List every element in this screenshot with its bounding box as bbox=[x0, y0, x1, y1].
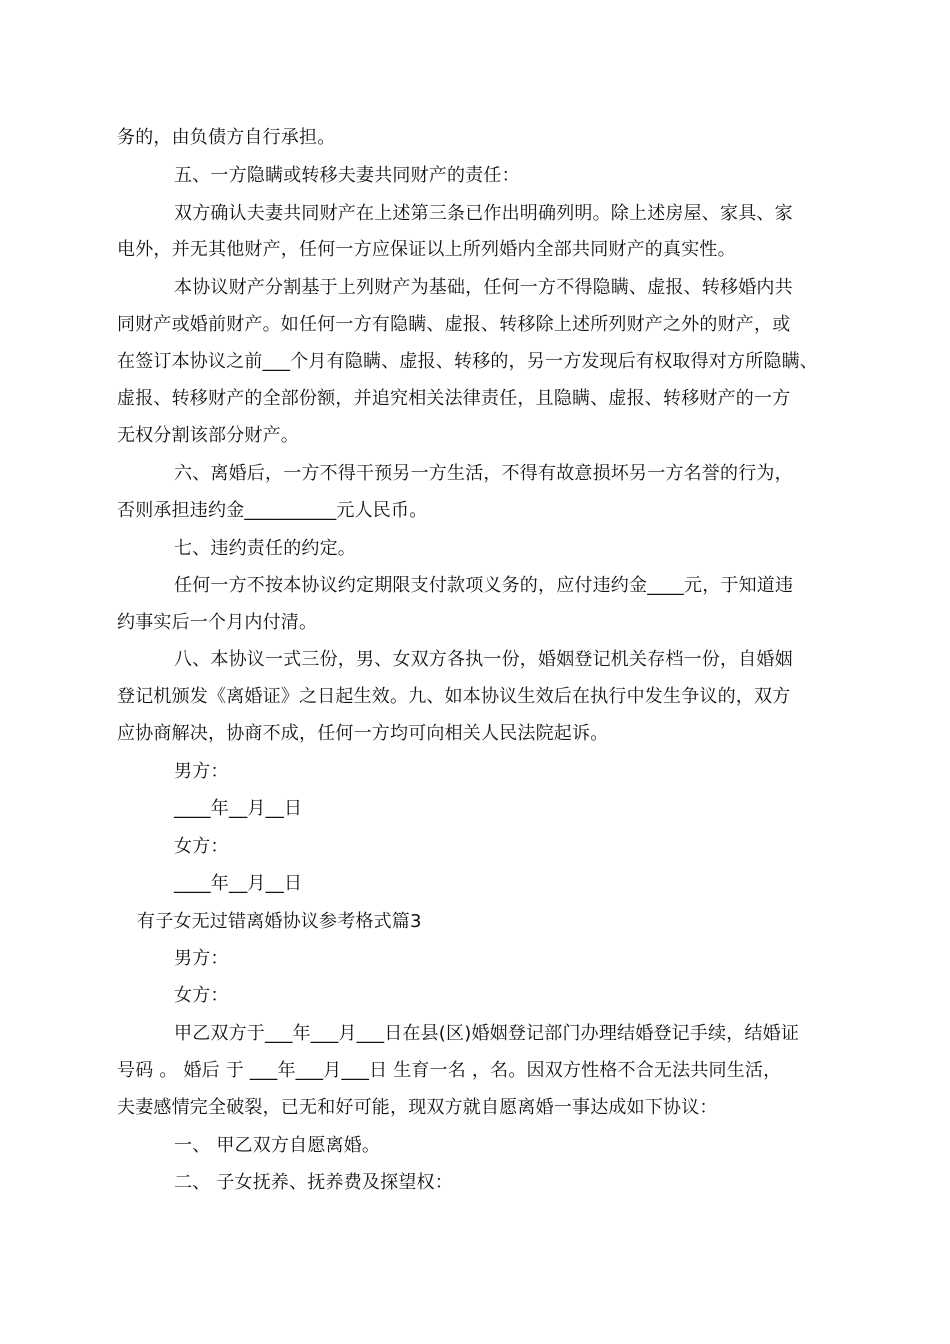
signature-label-female: 女方： bbox=[174, 836, 229, 857]
text-line: 电外，并无其他财产，任何一方应保证以上所列婚内全部共同财产的真实性。 bbox=[117, 239, 736, 260]
section-heading: 八、本协议一式三份，男、女双方各执一份，婚姻登记机关存档一份，自婚姻 bbox=[174, 649, 793, 670]
text-line: 应协商解决，协商不成，任何一方均可向相关人民法院起诉。 bbox=[117, 723, 609, 744]
section-heading: 七、违约责任的约定。 bbox=[174, 538, 356, 559]
text-line: 约事实后一个月内付清。 bbox=[117, 612, 318, 633]
date-line: ____年__月__日 bbox=[174, 798, 303, 819]
party-label-male: 男方： bbox=[174, 948, 229, 969]
section-heading: 一、 甲乙双方自愿离婚。 bbox=[174, 1135, 381, 1156]
text-line: 甲乙双方于___年___月___日在县(区)婚姻登记部门办理结婚登记手续，结婚证 bbox=[174, 1023, 800, 1044]
text-line: 号码 。 婚后 于 ___年___月___日 生育一名 ，名。因双方性格不合无法共同生活， bbox=[117, 1060, 782, 1081]
text-line: 在签订本协议之前___个月有隐瞒、虚报、转移的，另一方发现后有权取得对方所隐瞒、 bbox=[117, 351, 818, 372]
section-heading: 二、 子女抚养、抚养费及探望权： bbox=[174, 1172, 453, 1193]
text-line: 无权分割该部分财产。 bbox=[117, 425, 299, 446]
date-line: ____年__月__日 bbox=[174, 873, 303, 894]
text-line: 夫妻感情完全破裂，已无和好可能，现双方就自愿离婚一事达成如下协议： bbox=[117, 1097, 718, 1118]
text-line: 虚报、转移财产的全部份额，并追究相关法律责任，且隐瞒、虚报、转移财产的一方 bbox=[117, 388, 791, 409]
document-title: 有子女无过错离婚协议参考格式篇3 bbox=[137, 911, 422, 932]
text-line: 双方确认夫妻共同财产在上述第三条已作出明确列明。除上述房屋、家具、家 bbox=[174, 203, 793, 224]
text-line: 同财产或婚前财产。如任何一方有隐瞒、虚报、转移除上述所列财产之外的财产，或 bbox=[117, 314, 791, 335]
text-line: 本协议财产分割基于上列财产为基础，任何一方不得隐瞒、虚报、转移婚内共 bbox=[174, 277, 793, 298]
text-line: 务的，由负债方自行承担。 bbox=[117, 127, 336, 148]
text-line: 否则承担违约金__________元人民币。 bbox=[117, 500, 428, 521]
section-heading: 六、离婚后，一方不得干预另一方生活，不得有故意损坏另一方名誉的行为， bbox=[174, 463, 793, 484]
section-heading: 五、一方隐瞒或转移夫妻共同财产的责任： bbox=[174, 165, 520, 186]
party-label-female: 女方： bbox=[174, 985, 229, 1006]
text-line: 任何一方不按本协议约定期限支付款项义务的，应付违约金____元，于知道违 bbox=[174, 575, 794, 596]
signature-label-male: 男方： bbox=[174, 761, 229, 782]
text-line: 登记机颁发《离婚证》之日起生效。九、如本协议生效后在执行中发生争议的，双方 bbox=[117, 686, 791, 707]
